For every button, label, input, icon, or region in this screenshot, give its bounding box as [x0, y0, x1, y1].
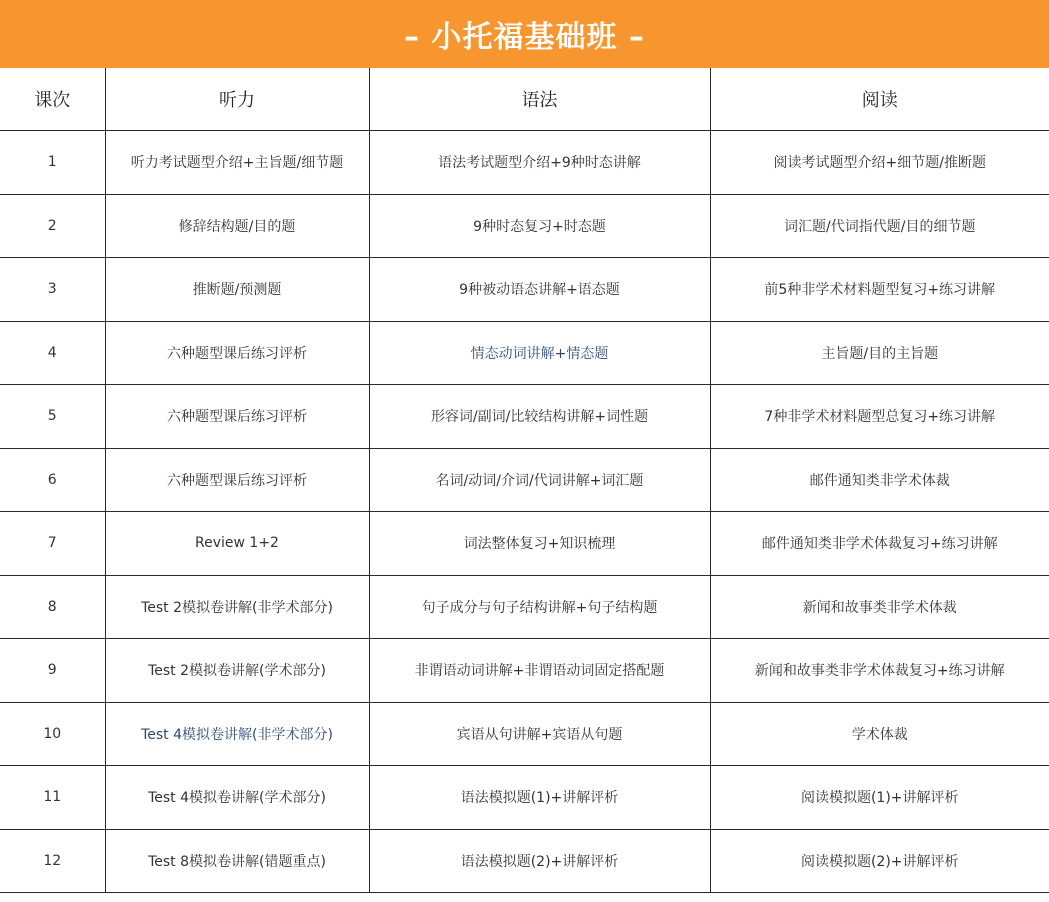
- table-row: [0, 258, 1049, 322]
- grammar-cell: 词法整体复习+知识梳理: [369, 512, 710, 576]
- lesson-number: 8: [0, 575, 105, 639]
- reading-cell: 词汇题/代词指代题/目的细节题: [710, 194, 1049, 258]
- lesson-number: 1: [0, 131, 105, 195]
- table-row: [0, 448, 1049, 512]
- table-row: [0, 512, 1049, 576]
- reading-cell: 邮件通知类非学术体裁: [710, 448, 1049, 512]
- table-row: [0, 321, 1049, 385]
- reading-cell: 阅读模拟题(2)+讲解评析: [710, 829, 1049, 893]
- table-row: [0, 385, 1049, 449]
- reading-cell: 阅读考试题型介绍+细节题/推断题: [710, 131, 1049, 195]
- listening-cell: Test 4模拟卷讲解(学术部分): [105, 766, 369, 830]
- listening-cell: Test 4模拟卷讲解(非学术部分): [105, 702, 369, 766]
- lesson-number: 12: [0, 829, 105, 893]
- header-listening: 听力: [105, 68, 369, 131]
- course-schedule-table: [0, 68, 1049, 893]
- table-header-row: [0, 68, 1049, 131]
- reading-cell: 邮件通知类非学术体裁复习+练习讲解: [710, 512, 1049, 576]
- lesson-number: 2: [0, 194, 105, 258]
- table-row: [0, 702, 1049, 766]
- reading-cell: 7种非学术材料题型总复习+练习讲解: [710, 385, 1049, 449]
- listening-cell: Test 8模拟卷讲解(错题重点): [105, 829, 369, 893]
- reading-cell: 学术体裁: [710, 702, 1049, 766]
- lesson-number: 4: [0, 321, 105, 385]
- grammar-cell: 非谓语动词讲解+非谓语动词固定搭配题: [369, 639, 710, 703]
- grammar-cell: 语法模拟题(2)+讲解评析: [369, 829, 710, 893]
- listening-cell: 修辞结构题/目的题: [105, 194, 369, 258]
- header-lesson: 课次: [0, 68, 105, 131]
- lesson-number: 11: [0, 766, 105, 830]
- lesson-number: 5: [0, 385, 105, 449]
- header-reading: 阅读: [710, 68, 1049, 131]
- table-row: [0, 639, 1049, 703]
- table-row: [0, 194, 1049, 258]
- header-grammar: 语法: [369, 68, 710, 131]
- listening-cell: 听力考试题型介绍+主旨题/细节题: [105, 131, 369, 195]
- reading-cell: 前5种非学术材料题型复习+练习讲解: [710, 258, 1049, 322]
- page-title-banner: [0, 0, 1049, 68]
- grammar-cell: 9种被动语态讲解+语态题: [369, 258, 710, 322]
- listening-cell: Test 2模拟卷讲解(学术部分): [105, 639, 369, 703]
- lesson-number: 10: [0, 702, 105, 766]
- lesson-number: 6: [0, 448, 105, 512]
- grammar-cell: 情态动词讲解+情态题: [369, 321, 710, 385]
- table-row: [0, 829, 1049, 893]
- listening-cell: Test 2模拟卷讲解(非学术部分): [105, 575, 369, 639]
- page-title: – 小托福基础班 –: [404, 20, 645, 55]
- lesson-number: 7: [0, 512, 105, 576]
- reading-cell: 新闻和故事类非学术体裁复习+练习讲解: [710, 639, 1049, 703]
- grammar-cell: 宾语从句讲解+宾语从句题: [369, 702, 710, 766]
- grammar-cell: 语法模拟题(1)+讲解评析: [369, 766, 710, 830]
- listening-cell: Review 1+2: [105, 512, 369, 576]
- grammar-cell: 句子成分与句子结构讲解+句子结构题: [369, 575, 710, 639]
- table-row: [0, 575, 1049, 639]
- table-row: [0, 131, 1049, 195]
- lesson-number: 9: [0, 639, 105, 703]
- listening-cell: 六种题型课后练习评析: [105, 448, 369, 512]
- reading-cell: 阅读模拟题(1)+讲解评析: [710, 766, 1049, 830]
- reading-cell: 新闻和故事类非学术体裁: [710, 575, 1049, 639]
- reading-cell: 主旨题/目的主旨题: [710, 321, 1049, 385]
- lesson-number: 3: [0, 258, 105, 322]
- listening-cell: 推断题/预测题: [105, 258, 369, 322]
- grammar-cell: 形容词/副词/比较结构讲解+词性题: [369, 385, 710, 449]
- grammar-cell: 语法考试题型介绍+9种时态讲解: [369, 131, 710, 195]
- listening-cell: 六种题型课后练习评析: [105, 321, 369, 385]
- table-row: [0, 766, 1049, 830]
- listening-cell: 六种题型课后练习评析: [105, 385, 369, 449]
- grammar-cell: 名词/动词/介词/代词讲解+词汇题: [369, 448, 710, 512]
- grammar-cell: 9种时态复习+时态题: [369, 194, 710, 258]
